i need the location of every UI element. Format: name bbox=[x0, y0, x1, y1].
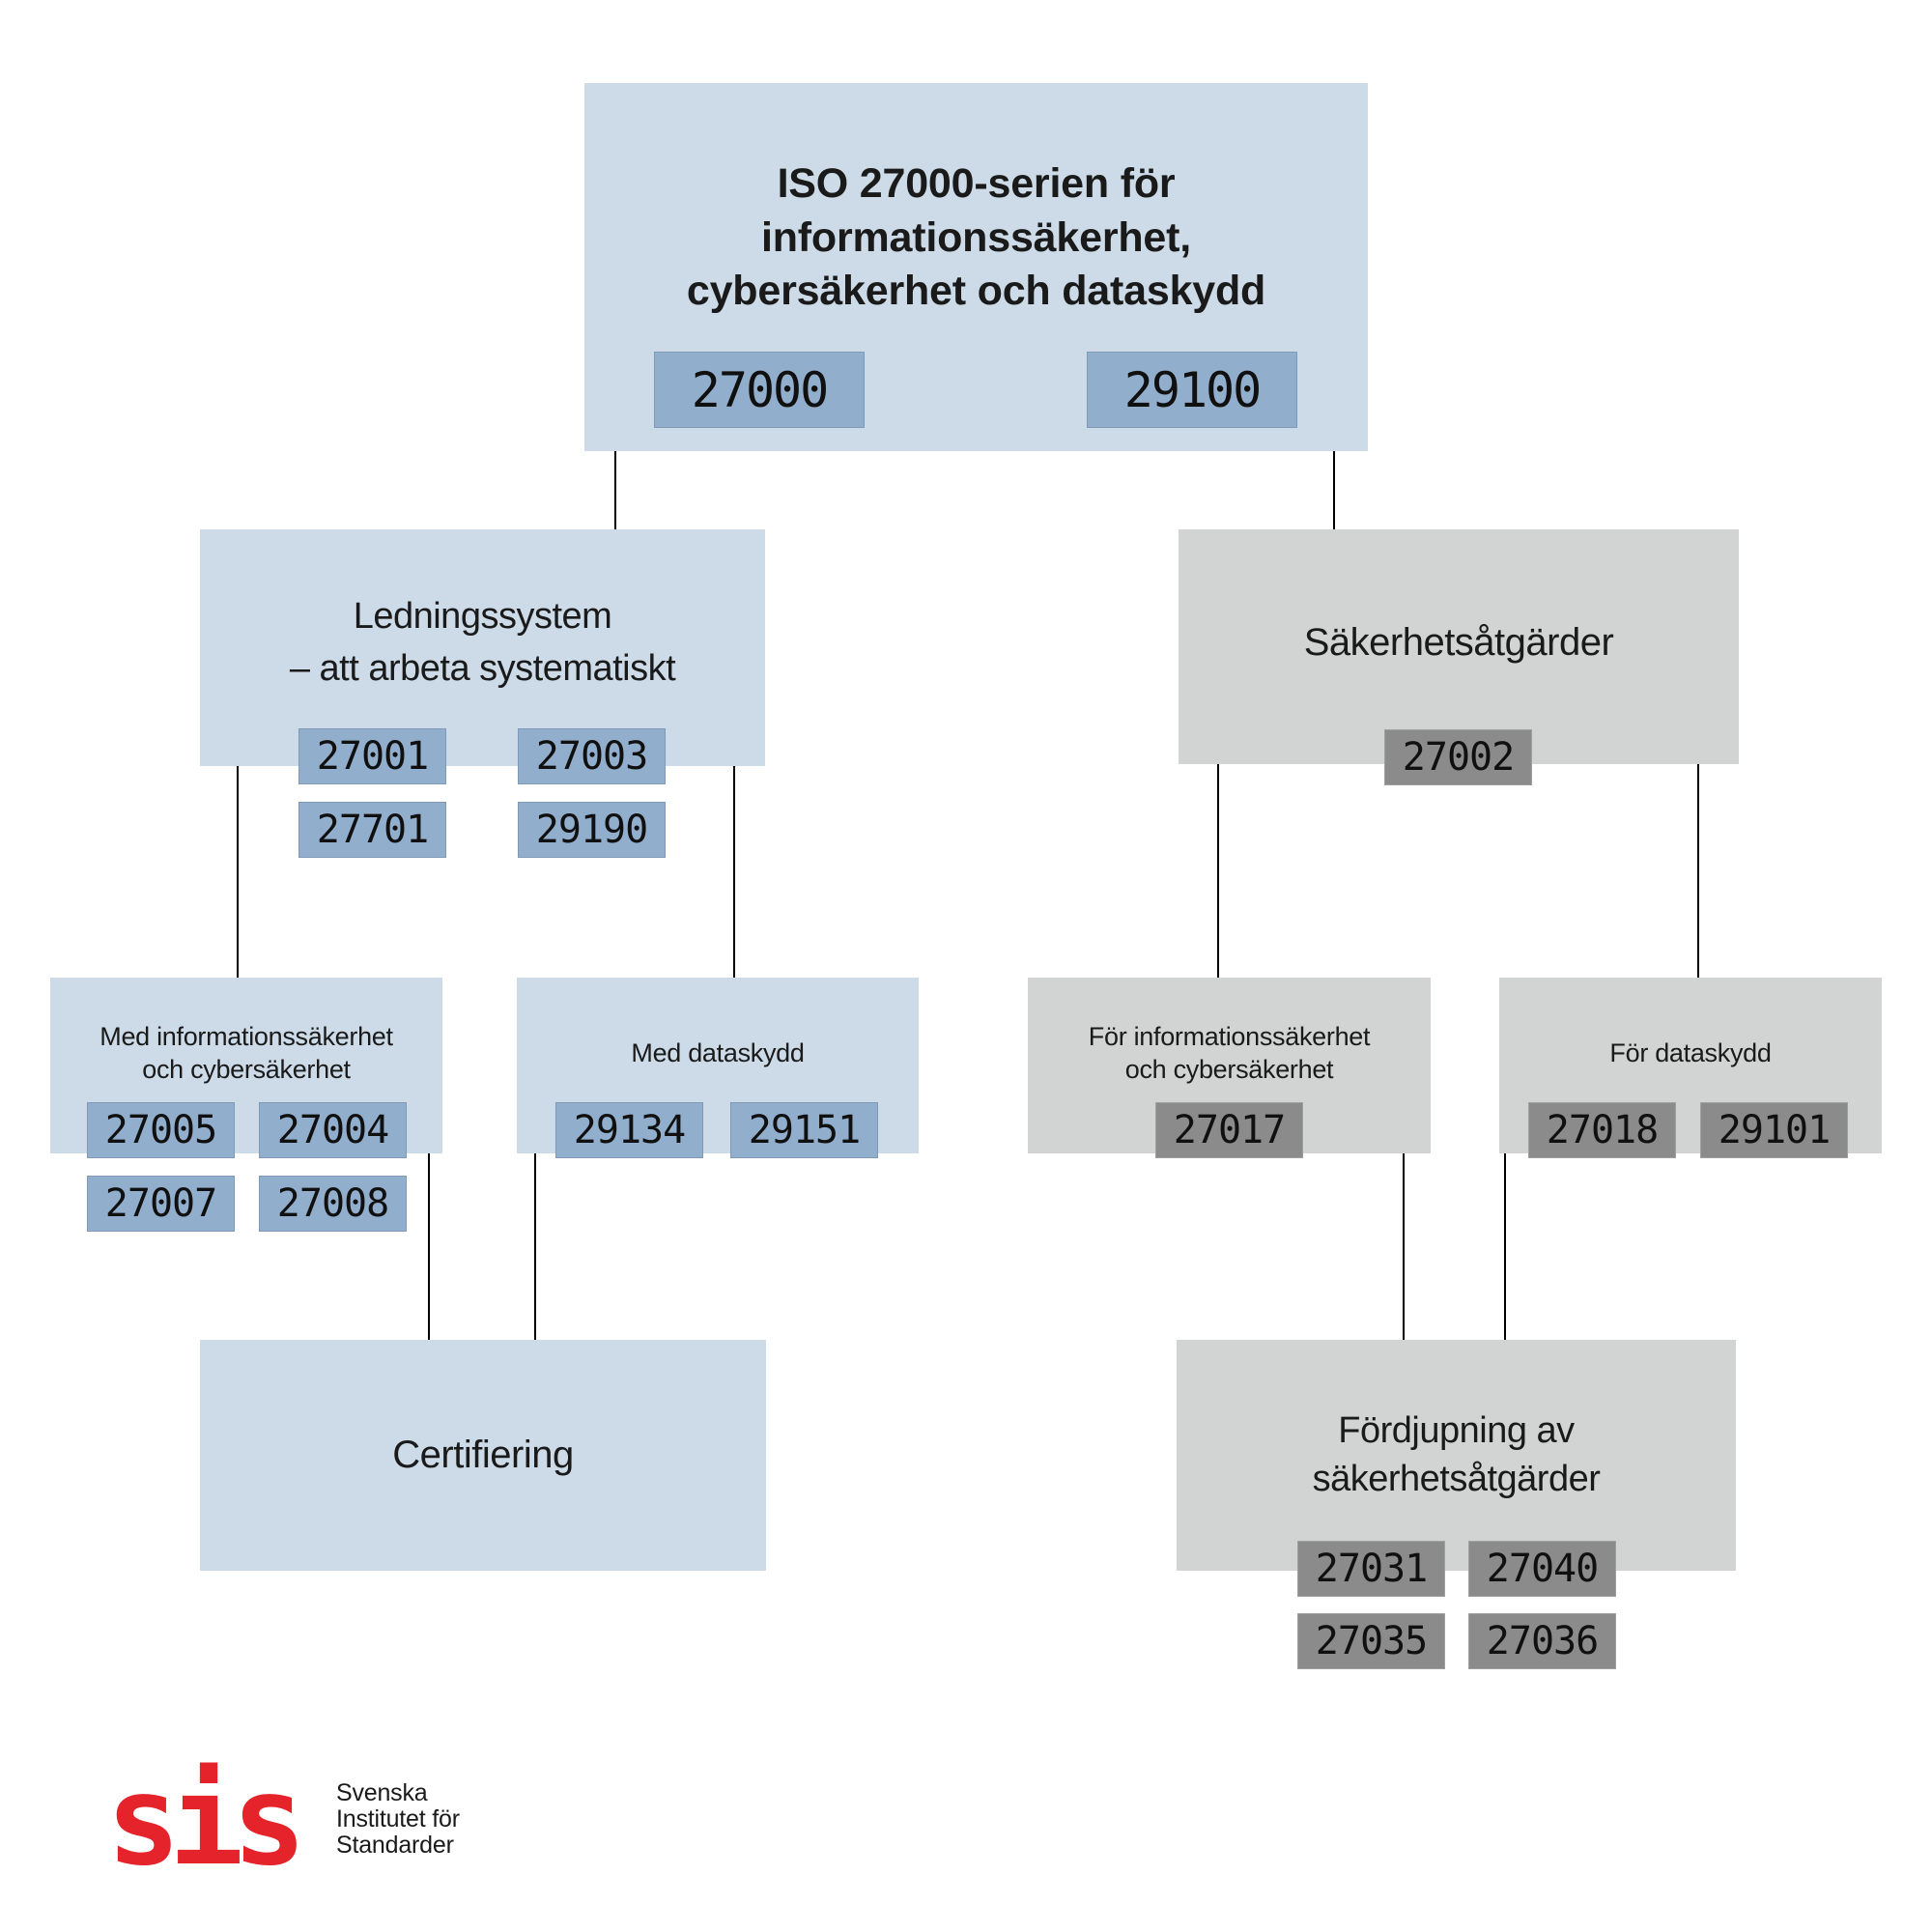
badge-27018: 27018 bbox=[1528, 1102, 1676, 1158]
sakerhetsatgarder-label: Säkerhetsåtgärder bbox=[1303, 621, 1614, 664]
ledningssystem-label-line-1: Ledningssystem bbox=[353, 596, 612, 638]
ledningssystem-label-line-2: – att arbeta systematiskt bbox=[289, 647, 676, 689]
connector-for-dataskydd-to-fordjupning bbox=[1504, 1130, 1506, 1340]
box-fordjupning bbox=[1177, 1340, 1736, 1571]
connector-sakerhetsatgarder-to-for-informationssakerhet bbox=[1217, 756, 1219, 978]
badge-29190: 29190 bbox=[518, 802, 666, 858]
fordjupning-label-line-1: Fördjupning av bbox=[1338, 1410, 1575, 1452]
logo-tagline-line-3: Standarder bbox=[336, 1831, 454, 1859]
badge-27036: 27036 bbox=[1468, 1613, 1616, 1669]
sis-logo-tagline bbox=[336, 1780, 460, 1858]
root-title-line-1: ISO 27000-serien för bbox=[777, 159, 1176, 207]
badge-27000: 27000 bbox=[654, 352, 865, 428]
for-informationssakerhet-label-line-2: och cybersäkerhet bbox=[1124, 1055, 1334, 1084]
badge-27031: 27031 bbox=[1297, 1541, 1445, 1597]
sis-logo: sis bbox=[106, 1749, 296, 1893]
badge-27007: 27007 bbox=[87, 1176, 235, 1232]
badge-27001: 27001 bbox=[298, 728, 446, 784]
connector-ledningssystem-to-med-informationssakerhet bbox=[237, 756, 239, 978]
certifiering-label: Certifiering bbox=[392, 1434, 574, 1476]
badge-29151: 29151 bbox=[730, 1102, 878, 1158]
connector-med-dataskydd-to-certifiering bbox=[534, 1130, 536, 1340]
badge-27005: 27005 bbox=[87, 1102, 235, 1158]
med-informationssakerhet-label-line-2: och cybersäkerhet bbox=[142, 1055, 351, 1084]
root-title-line-3: cybersäkerhet och dataskydd bbox=[686, 268, 1266, 315]
badge-27040: 27040 bbox=[1468, 1541, 1616, 1597]
box-certifiering bbox=[200, 1340, 766, 1571]
badge-29134: 29134 bbox=[555, 1102, 703, 1158]
badge-29101: 29101 bbox=[1700, 1102, 1848, 1158]
med-dataskydd-label: Med dataskydd bbox=[631, 1038, 805, 1068]
badge-27002: 27002 bbox=[1384, 729, 1532, 785]
root-title-line-2: informationssäkerhet, bbox=[760, 213, 1192, 261]
for-informationssakerhet-label-line-1: För informationssäkerhet bbox=[1088, 1022, 1371, 1052]
badge-27701: 27701 bbox=[298, 802, 446, 858]
med-informationssakerhet-label-line-1: Med informationssäkerhet bbox=[99, 1022, 393, 1052]
logo-tagline-line-1: Svenska bbox=[336, 1779, 428, 1806]
logo-tagline-line-2: Institutet för bbox=[336, 1804, 460, 1833]
badge-29100: 29100 bbox=[1087, 352, 1297, 428]
connector-sakerhetsatgarder-to-for-dataskydd bbox=[1697, 756, 1699, 978]
fordjupning-label-line-2: säkerhetsåtgärder bbox=[1312, 1458, 1601, 1499]
for-dataskydd-label: För dataskydd bbox=[1609, 1038, 1772, 1068]
badge-27035: 27035 bbox=[1297, 1613, 1445, 1669]
box-ledningssystem bbox=[200, 529, 765, 766]
connector-ledningssystem-to-med-dataskydd bbox=[733, 756, 735, 978]
connector-for-informationssakerhet-to-fordjupning bbox=[1403, 1130, 1405, 1340]
badge-27017: 27017 bbox=[1155, 1102, 1303, 1158]
badge-27003: 27003 bbox=[518, 728, 666, 784]
connector-med-informationssakerhet-to-certifiering bbox=[428, 1130, 430, 1340]
badge-27008: 27008 bbox=[259, 1176, 407, 1232]
badge-27004: 27004 bbox=[259, 1102, 407, 1158]
